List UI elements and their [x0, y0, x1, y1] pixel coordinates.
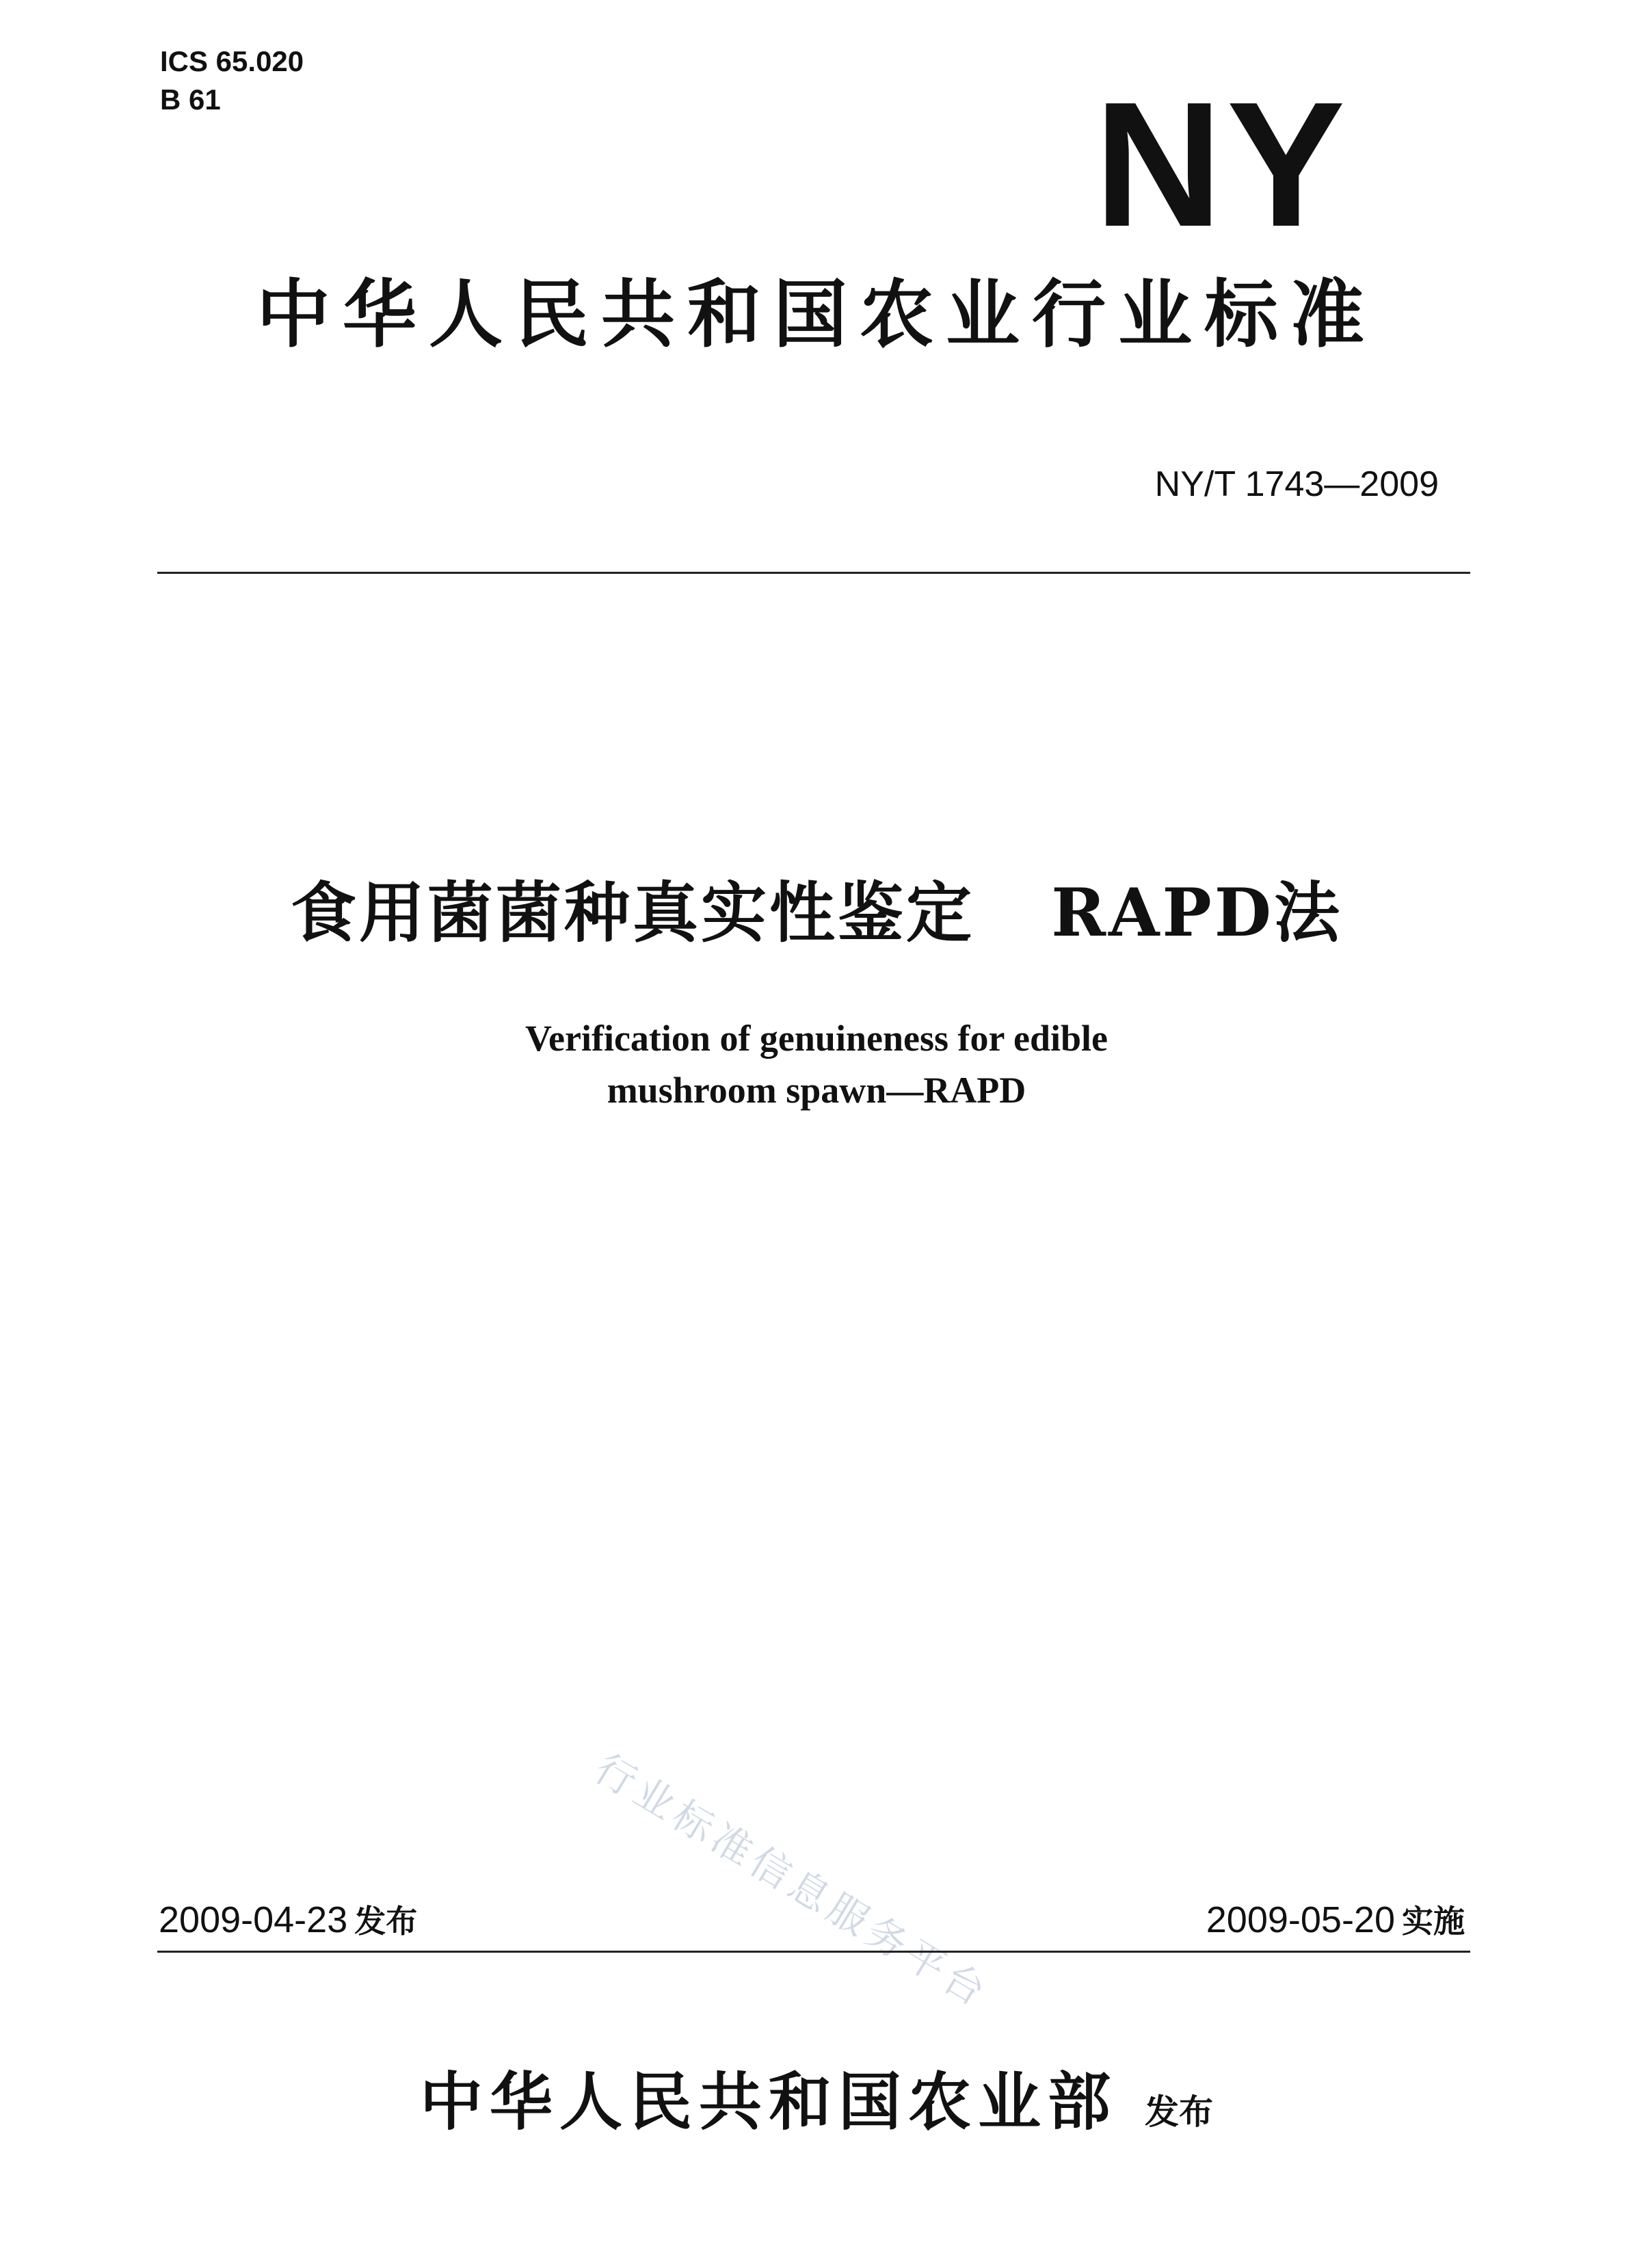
footer-divider: [157, 1951, 1470, 1953]
english-title: [0, 1012, 1633, 1116]
standard-number: NY/T 1743—2009: [1154, 464, 1439, 504]
english-title-line-2: mushroom spawn—RAPD: [607, 1070, 1026, 1111]
ny-logo: [1094, 81, 1368, 238]
implement-date: 2009-05-20: [1206, 1899, 1395, 1940]
watermark: 行业标准信息服务平台: [587, 1745, 998, 2018]
issue-label: 发布: [354, 1903, 418, 1940]
issue-date: 2009-04-23: [159, 1899, 348, 1940]
header-divider: [157, 572, 1470, 574]
issue-date-block: [159, 1896, 417, 1945]
ny-logo-text: NY: [1094, 81, 1350, 238]
implement-date-block: [1206, 1896, 1465, 1945]
classification-codes: [160, 42, 304, 119]
publisher-line: [0, 2052, 1633, 2142]
implement-label: 实施: [1402, 1903, 1465, 1940]
publisher-action: 发布: [1145, 2092, 1213, 2132]
standard-category-title: 中华人民共和国农业行业标准: [256, 272, 1377, 358]
ccs-code: B 61: [160, 83, 221, 116]
chinese-title: 食用菌菌种真实性鉴定 RAPD法: [291, 874, 1342, 951]
english-title-line-1: Verification of genuineness for edible: [525, 1018, 1108, 1059]
ics-code: ICS 65.020: [160, 45, 304, 77]
publisher-name: 中华人民共和国农业部: [419, 2065, 1117, 2139]
